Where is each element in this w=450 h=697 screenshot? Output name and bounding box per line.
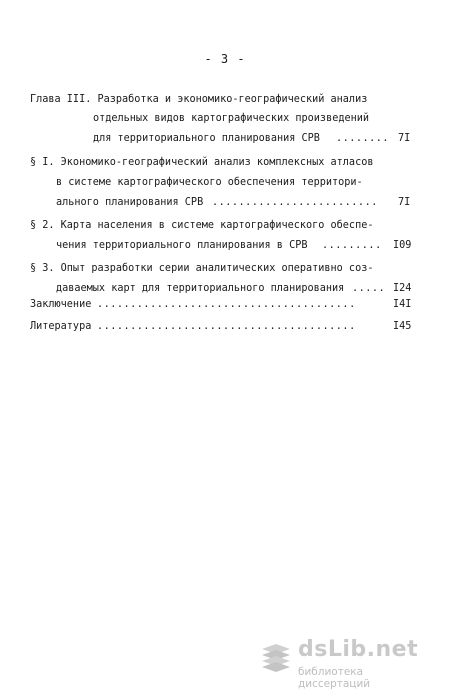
page-number: - 3 - bbox=[204, 52, 246, 66]
toc-entry-text: даваемых карт для территориального планирования bbox=[56, 283, 345, 294]
toc-entry-text: § 3. Опыт разработки серии аналитических оперативно соз- bbox=[30, 263, 374, 274]
watermark-title: dsLib.net bbox=[298, 637, 419, 662]
toc-page-number: I4I bbox=[393, 299, 412, 310]
toc-page-number: I24 bbox=[393, 283, 412, 294]
toc-entry-text: в системе картографического обеспечения территори- bbox=[56, 177, 363, 188]
leader-dots: ..... bbox=[352, 283, 386, 294]
toc-entry-text: Заключение bbox=[30, 299, 92, 310]
toc-page-number: 7I bbox=[398, 197, 411, 208]
leader-dots: ....................................... bbox=[97, 321, 356, 332]
leader-dots: ........ bbox=[336, 133, 390, 144]
toc-page-number: I09 bbox=[393, 240, 412, 251]
toc-entry-text: для территориального планирования СРВ bbox=[93, 133, 320, 144]
book-stack-icon bbox=[258, 641, 294, 677]
toc-entry-text: § I. Экономико-географический анализ комплексных атласов bbox=[30, 157, 374, 168]
toc-entry-text: Глава III. Разработка и экономико-географический анализ bbox=[30, 94, 368, 105]
toc-entry-text: Литература bbox=[30, 321, 92, 332]
toc-page-number: 7I bbox=[398, 133, 411, 144]
leader-dots: ....................................... bbox=[97, 299, 356, 310]
toc-entry-text: чения территориального планирования в СРВ bbox=[56, 240, 308, 251]
toc-page-number: I45 bbox=[393, 321, 412, 332]
toc-entry-text: отдельных видов картографических произведений bbox=[93, 113, 370, 124]
toc-entry-text: § 2. Карта населения в системе картографического обеспе- bbox=[30, 220, 374, 231]
watermark bbox=[258, 637, 438, 690]
leader-dots: ......... bbox=[322, 240, 382, 251]
leader-dots: ......................... bbox=[212, 197, 378, 208]
toc-entry-text: ального планирования СРВ bbox=[56, 197, 204, 208]
watermark-subtitle: библиотека диссертаций bbox=[298, 666, 371, 690]
